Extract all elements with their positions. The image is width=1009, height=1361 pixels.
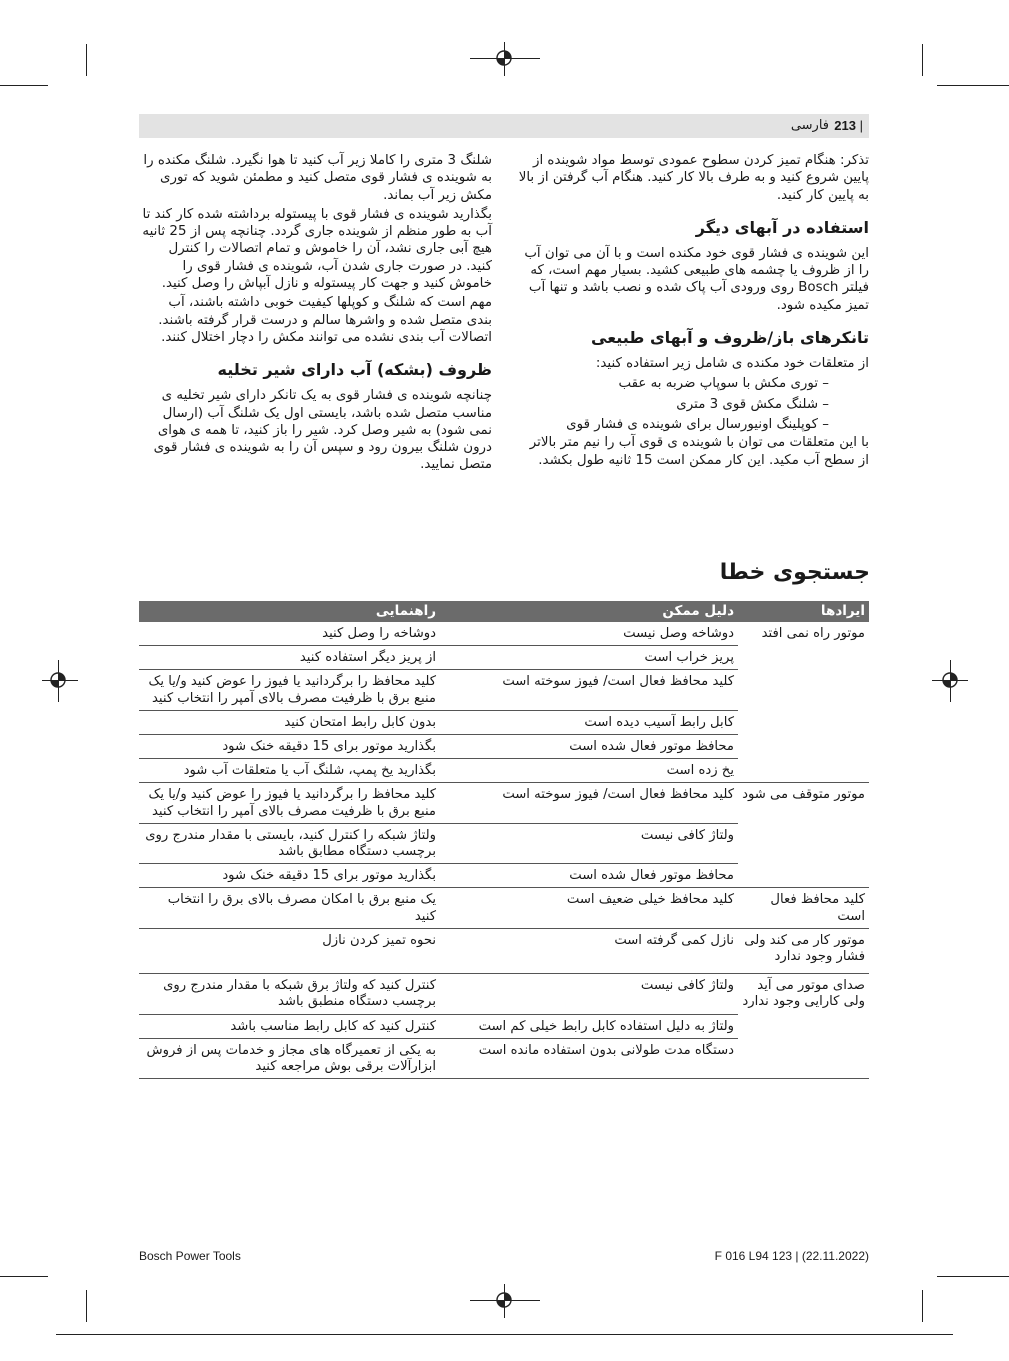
crop-mark <box>86 1290 87 1322</box>
crop-mark <box>0 85 48 86</box>
paragraph: از متعلقات خود مکنده ی شامل زیر استفاده کنید: <box>595 356 869 372</box>
table-row <box>139 974 869 1014</box>
crop-mark <box>86 44 87 76</box>
table-row <box>139 710 869 734</box>
left-column <box>139 152 492 476</box>
cause-cell: ولتاژ به دلیل استفاده کابل رابط خیلی کم است <box>440 1014 738 1038</box>
paragraph: با این متعلقات می توان با شوینده ی قوی آب را نیم متر بالاتر از سطح آب مکید. این کار ممکن است 15 ثانیه طول بکشد. <box>529 435 869 468</box>
remedy-cell: کنترل کنید که کابل رابط مناسب باشد <box>139 1014 440 1038</box>
remedy-cell: کلید محافظ را برگردانید یا فیوز را عوض کنید و/یا یک منبع برق با ظرفیت مصرف بالای آمپر را انتخاب کنید <box>139 783 440 823</box>
symptom-cell: موتور کار می کند ولی فشار وجود ندارد <box>738 928 869 973</box>
symptom-cell <box>738 823 869 863</box>
table-row <box>139 1038 869 1078</box>
crop-mark <box>0 1276 48 1277</box>
table-row <box>139 928 869 973</box>
page-header <box>139 114 869 138</box>
table-row <box>139 783 869 823</box>
cause-cell: یخ زده است <box>440 759 738 783</box>
cause-cell: کلید محافظ فعال است/ فیوز سوخته است <box>440 783 738 823</box>
paragraph: چنانچه شوینده ی فشار قوی به یک تانکر دارای شیر تخلیه ی مناسب متصل شده باشد، بایستی اول یک شلنگ آب (ارسال نمی شود) به شیر وصل کرد. شیر را باز کنید، تا همه ی هوای درون شلنگ بیرون رود و سپس آن را به شوینده ی فشار قوی متصل نمایید. <box>153 388 492 473</box>
table-row <box>139 823 869 863</box>
symptom-cell: صدای موتور می آید ولی کارایی وجود ندارد <box>742 978 865 1010</box>
symptom-cell <box>738 864 869 888</box>
symptom-cell <box>738 1014 869 1038</box>
table-row <box>139 1014 869 1038</box>
registration-target-icon <box>48 670 68 690</box>
table-row <box>139 735 869 759</box>
symptom-cell <box>738 1038 869 1078</box>
column-header: دلیل ممکن <box>440 601 738 622</box>
remedy-cell: کنترل کنید که ولتاژ برق شبکه با مقدار مندرج روی برچسب دستگاه منطبق باشد <box>139 974 440 1014</box>
table-row <box>139 759 869 783</box>
cause-cell: ولتاژ کافی نیست <box>440 974 738 1014</box>
cause-cell: ولتاژ کافی نیست <box>440 823 738 863</box>
registration-target-icon <box>940 670 960 690</box>
troubleshooting-title: جستجوی خطا <box>719 560 870 585</box>
crop-mark <box>56 1334 953 1335</box>
symptom-cell <box>738 759 869 783</box>
column-header: راهنمایی <box>139 601 440 622</box>
section-heading: ظروف (بشکه) آب دارای شیر تخلیه <box>217 360 492 380</box>
page-number: 213 | <box>834 118 863 133</box>
remedy-cell: بگذارید یخ پمپ، شلنگ آب یا متعلقات آب شود <box>139 759 440 783</box>
right-column <box>516 152 869 471</box>
remedy-cell: کلید محافظ را برگردانید یا فیوز را عوض کنید و/یا یک منبع برق با ظرفیت مصرف بالای آمپر را انتخاب کنید <box>139 670 440 710</box>
crop-mark <box>922 1290 923 1322</box>
symptom-cell: موتور متوقف می شود <box>742 787 865 803</box>
table-row <box>139 864 869 888</box>
remedy-cell: به یکی از تعمیرگاه های مجاز و خدمات پس از فروش ابزارآلات برقی بوش مراجعه کنید <box>139 1038 440 1078</box>
list-item: – توری مکش با سوپاپ ضربه به عقب <box>618 376 829 392</box>
column-header: ایرادها <box>738 601 869 622</box>
cause-cell: دستگاه مدت طولانی بدون استفاده مانده است <box>440 1038 738 1078</box>
cause-cell: کلید محافظ فعال است/ فیوز سوخته است <box>440 670 738 710</box>
paragraph: مهم است که شلنگ و کوپلها کیفیت خوبی داشته باشند، آب بندی متصل شده و واشرها سالم و درست قرار گرفته باشند. اتصالات آب بندی نشده می توانند مکش را دچار اختلال کنند. <box>158 295 492 345</box>
table-row <box>139 888 869 928</box>
table-row <box>139 670 869 710</box>
section-heading: تانکرهای باز/ظروف و آبهای طبیعی <box>591 328 869 348</box>
remedy-cell: دوشاخه را وصل کنید <box>139 622 440 646</box>
cause-cell: پریز خراب است <box>440 646 738 670</box>
cause-cell: محافظ موتور فعال شده است <box>440 864 738 888</box>
footer-brand: Bosch Power Tools <box>139 1249 241 1263</box>
symptom-cell: موتور راه نمی افتد <box>761 626 865 641</box>
symptom-cell <box>738 670 869 710</box>
cause-cell: محافظ موتور فعال شده است <box>440 735 738 759</box>
section-heading: استفاده در آبهای دیگر <box>695 217 869 237</box>
remedy-cell: یک منبع برق با امکان مصرف بالای برق را انتخاب کنید <box>139 888 440 928</box>
paragraph: بگذارید شوینده ی فشار قوی با پیستوله برداشته شده کار کند تا آب به طور منظم از شوینده جاری گردد. چنانچه پس از 25 ثانیه هیچ آبی جاری نشد، آن را خاموش و تمام اتصالات را کنترل کنید. در صورت جاری شدن آب، شوینده ی فشار قوی را خاموش کنید و جهت کار پیستوله و نازل آبپاش را وصل کنید. <box>142 206 492 292</box>
paragraph: شلنگ 3 متری را کاملا زیر آب کنید تا هوا نگیرد. شلنگ مکنده را به شوینده ی فشار قوی متصل کنید و مطمئن شوید که توری مکش زیر آب بماند. <box>143 153 492 203</box>
footer-doc-code: F 016 L94 123 | (22.11.2022) <box>714 1249 869 1263</box>
table-row <box>139 646 869 670</box>
symptom-cell <box>738 735 869 759</box>
intro-note: تذکر: هنگام تمیز کردن سطوح عمودی توسط مواد شوینده از پایین شروع کنید و به طرف بالا کار کنید. هنگام آب گرفتن از بالا به پایین کار کنید. <box>518 153 869 203</box>
registration-target-icon <box>494 1290 514 1310</box>
symptom-cell: کلید محافظ فعال است <box>738 888 869 928</box>
cause-cell: نازل کمی گرفته است <box>440 928 738 973</box>
symptom-cell <box>738 710 869 734</box>
registration-target-icon <box>494 48 514 68</box>
crop-mark <box>937 1276 1009 1277</box>
language-label: فارسی <box>790 118 829 133</box>
remedy-cell: بگذارید موتور برای 15 دقیقه خنک شود <box>139 735 440 759</box>
troubleshooting-table <box>139 601 869 1079</box>
remedy-cell: بگذارید موتور برای 15 دقیقه خنک شود <box>139 864 440 888</box>
symptom-cell <box>738 646 869 670</box>
remedy-cell: ولتاژ شبکه را کنترل کنید، بایستی با مقدار مندرج روی برچسب دستگاه مطابق باشد <box>139 823 440 863</box>
table-row <box>139 622 869 646</box>
remedy-cell: از پریز دیگر استفاده کنید <box>139 646 440 670</box>
crop-mark <box>937 85 1009 86</box>
list-item: – کوپلینگ اونیورسال برای شوینده ی فشار قوی <box>566 416 829 432</box>
remedy-cell: بدون کابل رابط امتحان کنید <box>139 710 440 734</box>
remedy-cell: نحوه تمیز کردن نازل <box>139 928 440 973</box>
crop-mark <box>922 44 923 76</box>
cause-cell: کلید محافظ خیلی ضعیف است <box>440 888 738 928</box>
list-item: – شلنگ مکش قوی 3 متری <box>676 396 829 412</box>
paragraph: این شوینده ی فشار قوی خود مکنده است و با آن می توان آب را از ظروف یا چشمه های طبیعی کشید. بسیار مهم است، که فیلتر Bosch روی ورودی آب پاک شده و نصب باشد و تنها آب تمیز مکیده شود. <box>524 245 869 313</box>
cause-cell: دوشاخه وصل نیست <box>440 622 738 646</box>
cause-cell: کابل رابط آسیب دیده است <box>440 710 738 734</box>
table-header-row <box>139 601 869 622</box>
